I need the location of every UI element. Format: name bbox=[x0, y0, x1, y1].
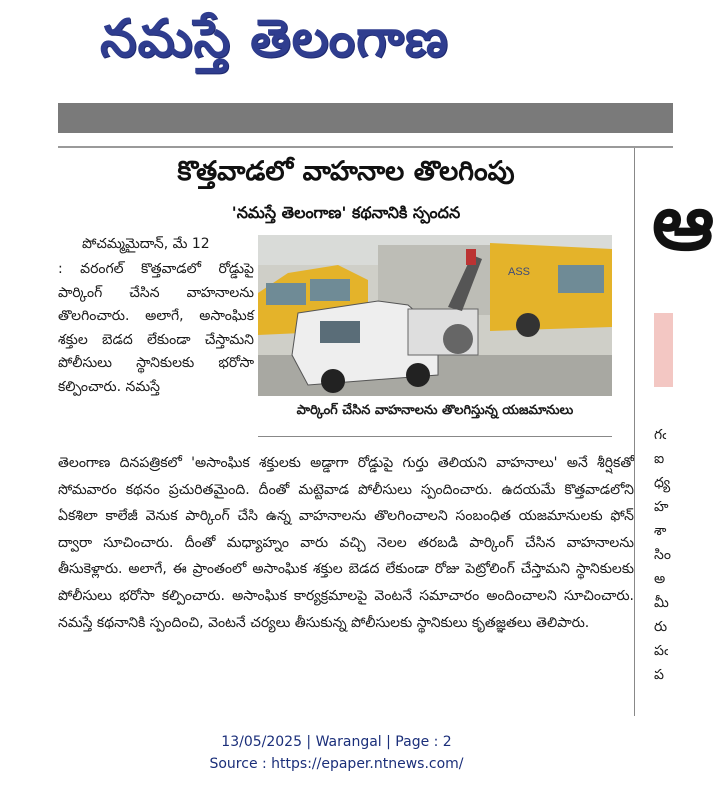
van-lettering: ASS bbox=[508, 266, 531, 278]
header-divider bbox=[58, 146, 673, 148]
fragment-line: సిం bbox=[654, 547, 671, 563]
adjacent-article-text-fragments bbox=[654, 423, 673, 723]
article-body-wide: తెలంగాణ దినపత్రికలో 'అసాంఘిక శక్తులకు అడ్డాగా రోడ్డుపై గుర్తు తెలియని వాహనాలు' అనే శీర్షికతో సోమవారం కథనం ప్రచురితమైంది. దీంతో మట్టెవాడ పోలీసులు స్పందించారు. ఉదయమే కొత్తవాడలోని ఏకశిలా కాలేజీ వెనుక పార్కింగ్ చేసి ఉన్న వాహనాలను తొలగించాలని సంబంధిత యజమానులకు ఫోన్ ద్వారా సూచించారు. దీంతో మధ్యాహ్నం వారు వచ్చి నెలల తరబడి పార్కింగ్ చేసిన వాహనాలను తీసుకెళ్లారు. అలాగే, ఈ ప్రాంతంలో అసాంఘిక శక్తుల బెడద లేకుండా రోజు పెట్రోలింగ్ చేస్తామని స్థానికులకు పోలీసులు భరోసా కల్పించారు. అసాంఘిక కార్యక్రమాలపై వెంటనే సమాచారం అందించాలని సూచించారు. నమస్తే కథనానికి స్పందించి, వెంటనే చర్యలు తీసుకున్న పోలీసులకు స్థానికులు కృతజ్ఞతలు తెలిపారు. bbox=[58, 455, 634, 631]
article-subheadline: 'నమస్తే తెలంగాణ' కథనానికి స్పందన bbox=[231, 203, 461, 222]
adjacent-article-headline-fragment: ఆ bbox=[652, 178, 714, 268]
article-headline: కొత్తవాడలో వాహనాల తొలగింపు bbox=[177, 156, 515, 187]
fragment-line: మీ bbox=[654, 595, 669, 611]
photo-caption: పార్కింగ్ చేసిన వాహనాలను తొలగిస్తున్న యజమానులు bbox=[296, 403, 574, 418]
article-body-narrow: : వరంగల్ కొత్తవాడలో రోడ్డుపై పార్కింగ్ చేసిన వాహనాలను తొలగించారు. అలాగే, అసాంఘిక శక్తుల బెడద లేకుండా చేస్తామని పోలీసులు స్థానికులకు భరోసా కల్పించారు. నమస్తే bbox=[58, 261, 254, 395]
fragment-line: హ bbox=[654, 499, 669, 515]
article-dateline: పోచమ్మమైదాన్, మే 12 bbox=[82, 236, 210, 252]
header-grey-bar bbox=[58, 103, 673, 133]
fragment-line: శా bbox=[654, 523, 667, 539]
footer-source-link[interactable]: Source : https://epaper.ntnews.com/ bbox=[209, 756, 464, 772]
fragment-line: గఁ bbox=[654, 427, 667, 443]
adjacent-article-highlight-box bbox=[654, 313, 673, 387]
news-photo bbox=[258, 235, 612, 396]
footer-date-line: 13/05/2025 | Warangal | Page : 2 bbox=[221, 734, 452, 750]
column-divider bbox=[634, 148, 635, 716]
fragment-line: పఁ bbox=[654, 643, 669, 659]
fragment-line: ఐ bbox=[654, 451, 665, 467]
fragment-line: ప bbox=[654, 667, 664, 683]
fragment-line: ధ్య bbox=[654, 475, 671, 491]
newspaper-masthead: నమస్తే తెలంగాణ bbox=[100, 9, 449, 69]
tow-truck-photo-illustration bbox=[258, 235, 612, 396]
fragment-line: అ bbox=[654, 571, 666, 587]
caption-divider bbox=[258, 436, 612, 437]
fragment-line: రు bbox=[654, 619, 668, 635]
